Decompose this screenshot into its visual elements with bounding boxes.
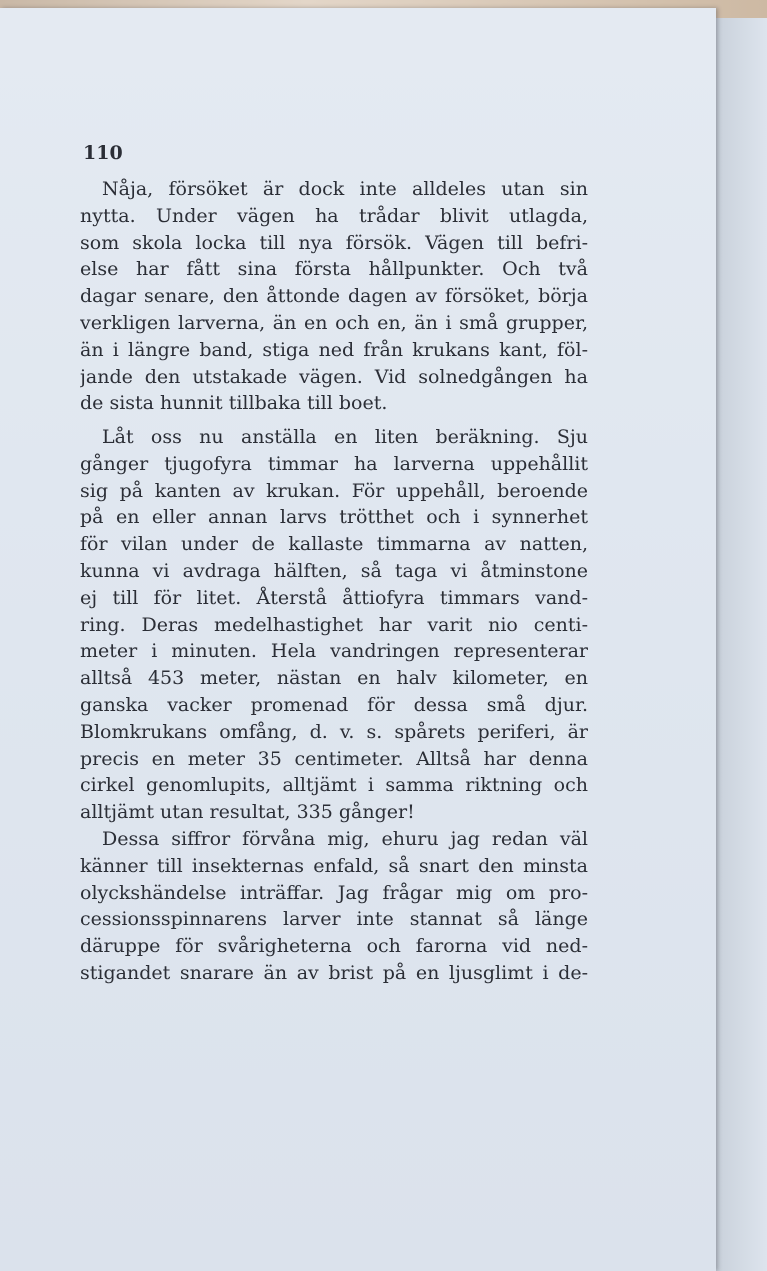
text-line: cessionsspinnarens larver inte stannat så länge — [80, 908, 588, 931]
text-line: precis en meter 35 centimeter. Alltså har denna — [80, 747, 588, 770]
text-line: nytta. Under vägen ha trådar blivit utlagda, — [80, 204, 588, 227]
text-line: Nåja, försöket är dock inte alldeles utan sin — [102, 178, 588, 200]
text-line: ganska vacker promenad för dessa små djur. — [80, 693, 588, 716]
text-line: else har fått sina första hållpunkter. Och två — [80, 258, 588, 281]
text-line: kunna vi avdraga hälften, så taga vi åtminstone — [80, 559, 588, 582]
text-line: däruppe för svårigheterna och farorna vid ned- — [80, 935, 588, 958]
text-line: på en eller annan larvs trötthet och i synnerhet — [80, 506, 588, 529]
paragraph-1 — [80, 176, 588, 417]
text-line: stigandet snarare än av brist på en ljusglimt i de- — [80, 961, 588, 984]
text-line: cirkel genomlupits, alltjämt i samma riktning och — [80, 774, 588, 797]
text-line: sig på kanten av krukan. För uppehåll, beroende — [80, 479, 588, 502]
text-line: verkligen larverna, än en och en, än i små grupper, — [80, 311, 588, 334]
text-line: olyckshändelse inträffar. Jag frågar mig om pro- — [80, 881, 588, 904]
text-line: Dessa siffror förvåna mig, ehuru jag redan väl — [102, 828, 588, 850]
text-line: Låt oss nu anställa en liten beräkning. Sju — [102, 426, 588, 448]
text-line: jande den utstakade vägen. Vid solnedgången ha — [80, 365, 588, 388]
paragraph-3 — [80, 826, 588, 987]
text-line: känner till insekternas enfald, så snart den minsta — [80, 854, 588, 877]
text-line: alltjämt utan resultat, 335 gånger! — [80, 801, 415, 824]
paragraph-2 — [80, 424, 588, 826]
next-page-edge — [716, 18, 767, 1271]
text-line: för vilan under de kallaste timmarna av natten, — [80, 533, 588, 556]
text-line: meter i minuten. Hela vandringen representerar — [80, 640, 588, 663]
text-line: de sista hunnit tillbaka till boet. — [80, 392, 388, 415]
page-number: 110 — [83, 142, 123, 164]
text-line: alltså 453 meter, nästan en halv kilometer, en — [80, 667, 588, 690]
text-line: gånger tjugofyra timmar ha larverna uppehållit — [80, 452, 588, 475]
text-line: som skola locka till nya försök. Vägen till befri- — [80, 231, 588, 254]
text-line: Blomkrukans omfång, d. v. s. spårets periferi, är — [80, 720, 588, 743]
text-line: ring. Deras medelhastighet har varit nio centi- — [80, 613, 588, 636]
text-line: dagar senare, den åttonde dagen av försöket, börja — [80, 285, 588, 308]
text-line: ej till för litet. Återstå åttiofyra timmars vand- — [80, 586, 588, 609]
text-line: än i längre band, stiga ned från krukans kant, föl- — [80, 338, 588, 361]
